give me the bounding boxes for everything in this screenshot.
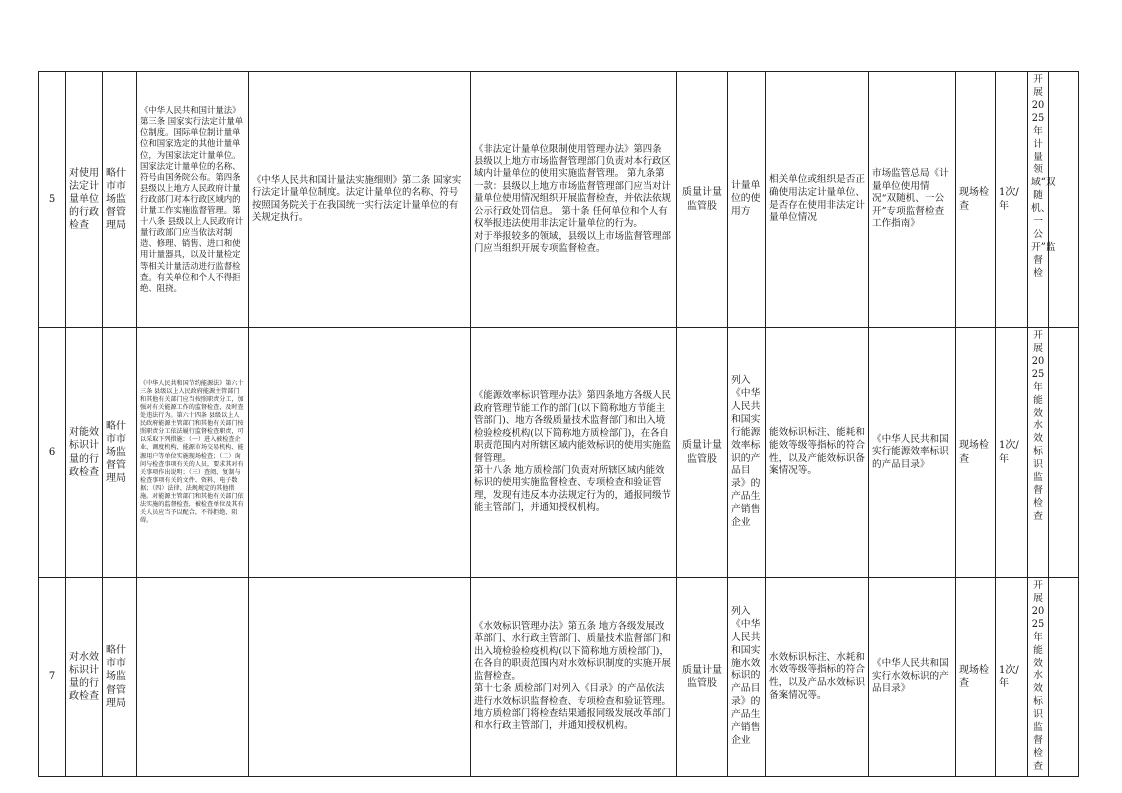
- responsible-department: 质量计量监管股: [677, 578, 728, 777]
- table-row: [39, 578, 1079, 777]
- law-basis: 《中华人民共和国计量法》第三条 国家实行法定计量单位制度。国际单位制计量单位和国家选定的其他计量单位，为国家法定计量单位。国家法定计量单位的名称、符号由国务院公布。第四条 县级以上地方人民政府计量行政部门对本行政区域内的计量工作实施监督管理。第十八条 县级以上人民政府计量行政部门应当依法对制造、修理、销售、进口和使用计量器具，以及计量检定等相关计量活动进行监督检查。有关单位和个人不得拒绝、阻挠。: [137, 72, 249, 328]
- remark-cell: [1049, 328, 1079, 578]
- inspection-content: 水效标识标注、水耗和水效等级等指标的符合性，以及产品水效标识备案情况等。: [766, 578, 869, 777]
- responsible-department: 质量计量监管股: [677, 72, 728, 328]
- inspection-object: 列入《中华人民共和国实施水效标识的产品目录》的产品生产销售企业: [728, 578, 766, 777]
- implementing-agency: 略什市市场监督管理局: [103, 72, 137, 328]
- row-number: 5: [39, 72, 66, 328]
- table-row: [39, 72, 1079, 328]
- responsible-department: 质量计量监管股: [677, 328, 728, 578]
- inspection-method: 现场检查: [956, 328, 996, 578]
- inspection-task: 开展2025年能效水效标识监督检查: [1028, 328, 1049, 578]
- remark-cell: [1049, 72, 1079, 328]
- rule-basis: 《能源效率标识管理办法》第四条地方各级人民政府管理节能工作的部门(以下简称地方节能主管部门)、地方各级质量技术监督部门和出入境检验检疫机构(以下简称地方质检部门)，在各自职责范围内对所辖区域内能效标识的使用实施监督管理。 第十八条 地方质检部门负责对所辖区域内能效标识的使用实施监督检查、专项检查和验证管理，发现有违反本办法规定行为的，通报同级节能主管部门，并通知授权机构。: [471, 328, 677, 578]
- inspection-frequency: 1次/年: [996, 328, 1028, 578]
- inspection-method: 现场检查: [956, 578, 996, 777]
- inspection-method: 现场检查: [956, 72, 996, 328]
- rule-basis: 《非法定计量单位限制使用管理办法》第四条 县级以上地方市场监督管理部门负责对本行政区域内计量单位的使用实施监督管理。 第九条第一款：县级以上地方市场监督管理部门应当对计量单位使用情况组织开展监督检查，并依法依规公示行政处罚信息。 第十条 任何单位和个人有权举报违法使用非法定计量单位的行为。 对于举报较多的领域，县级以上市场监督管理部门应当组织开展专项监督检查。: [471, 72, 677, 328]
- inspection-table: [38, 71, 1079, 777]
- table-row: [39, 328, 1079, 578]
- inspection-item-name: 对水效标识计量的行政检查: [66, 578, 103, 777]
- inspection-task: 开展2025年计量领域“双随机、一公开”监督检: [1028, 72, 1049, 328]
- regulation-basis: [249, 328, 471, 578]
- inspection-object: 计量单位的使用方: [728, 72, 766, 328]
- inspection-standard: 市场监管总局《计量单位使用情况“双随机、一公开”专项监督检查工作指南》: [869, 72, 956, 328]
- inspection-content: 相关单位或组织是否正确使用法定计量单位、是否存在使用非法定计量单位情况: [766, 72, 869, 328]
- inspection-standard: 《中华人民共和国实行能源效率标识的产品目录》: [869, 328, 956, 578]
- regulation-basis: [249, 578, 471, 777]
- rule-basis: 《水效标识管理办法》第五条 地方各级发展改革部门、水行政主管部门、质量技术监督部门和出入境检验检疫机构(以下简称地方质检部门)，在各自的职责范围内对水效标识制度的实施开展监督检查。 第十七条 质检部门对列入《目录》的产品依法进行水效标识监督检查、专项检查和验证管理。地方质检部门将检查结果通报同级发展改革部门和水行政主管部门，并通知授权机构。: [471, 578, 677, 777]
- inspection-item-name: 对使用法定计量单位的行政检查: [66, 72, 103, 328]
- row-number: 7: [39, 578, 66, 777]
- inspection-frequency: 1次/年: [996, 72, 1028, 328]
- law-basis: [137, 578, 249, 777]
- inspection-content: 能效标识标注、能耗和能效等级等指标的符合性，以及产能效标识备案情况等。: [766, 328, 869, 578]
- implementing-agency: 略什市市场监督管理局: [103, 578, 137, 777]
- inspection-standard: 《中华人民共和国实行水效标识的产品目录》: [869, 578, 956, 777]
- row-number: 6: [39, 328, 66, 578]
- remark-cell: [1049, 578, 1079, 777]
- inspection-object: 列入《中华人民共和国实行能源效率标识的产品目录》的产品生产销售企业: [728, 328, 766, 578]
- inspection-frequency: 1次/年: [996, 578, 1028, 777]
- regulation-basis: 《中华人民共和国计量法实施细则》第二条 国家实行法定计量单位制度。法定计量单位的名称、符号按照国务院关于在我国统一实行法定计量单位的有关规定执行。: [249, 72, 471, 328]
- inspection-task: 开展2025年能效水效标识监督检查: [1028, 578, 1049, 777]
- implementing-agency: 略什市市场监督管理局: [103, 328, 137, 578]
- law-basis: 《中华人民共和国节约能源法》第六十三条 县级以上人民政府能源主管部门和其他有关部门应当按照职责分工，加强对有关能源工作的监督检查，及时查处违法行为。第六十四条 县级以上人民政府能源主管部门和其他有关部门按照职责分工依法履行监督检查职责，可以采取下列措施：（一）进入被检查企业、调度机构、能源市场交易机构、能源用户等单位实施现场检查；（二）询问与检查事项有关的人员，要求其对有关事项作出说明；（三）查阅、复制与检查事项有关的文件、资料、电子数据；（四）法律、法规规定的其他措施。对能源主管部门和其他有关部门依法实施的监督检查，被检查单位及其有关人员应当予以配合，不得拒绝、阻碍。: [137, 328, 249, 578]
- inspection-item-name: 对能效标识计量的行政检查: [66, 328, 103, 578]
